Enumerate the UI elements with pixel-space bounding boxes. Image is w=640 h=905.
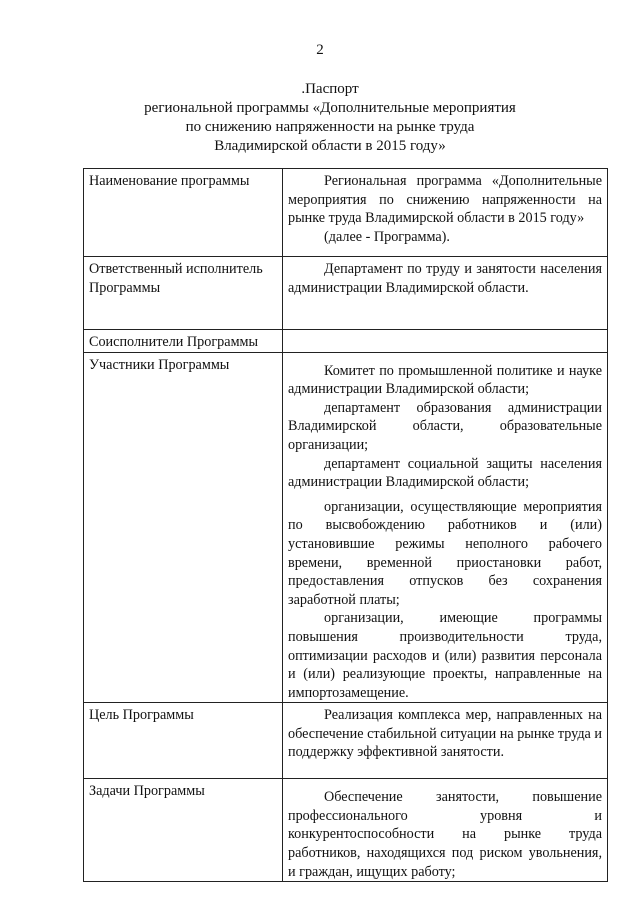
row-value-empty (283, 330, 608, 353)
passport-table (83, 168, 608, 882)
table-row-tasks (84, 779, 608, 882)
title-line-3: по снижению напряженности на рынке труда (185, 119, 475, 135)
document-title (120, 80, 540, 156)
row-value (283, 703, 608, 779)
title-line-2: региональной программы «Дополнительные мероприятия (144, 100, 516, 116)
value-paragraph: Региональная программа «Дополнительные мероприятия по снижению напряженности на рынке труда Владимирской области в 2015 году» (288, 173, 602, 227)
value-paragraph: Департамент по труду и занятости населения администрации Владимирской области. (288, 261, 602, 296)
value-paragraph: Обеспечение занятости, повышение профессионального уровня и конкурентоспособности на рынке труда работников, находящихся под риском увольнения, и граждан, ищущих работу; (288, 789, 602, 880)
value-paragraph: (далее - Программа). (324, 228, 450, 245)
row-label: Задачи Программы (84, 779, 283, 882)
value-paragraph: Реализация комплекса мер, направленных на обеспечение стабильной ситуации на рынке труда и поддержку эффективной занятости. (288, 707, 602, 761)
title-line-4: Владимирской области в 2015 году» (214, 138, 446, 154)
value-paragraph: департамент образования администрации Владимирской области, образовательные организации; (288, 399, 602, 453)
title-line-1: .Паспорт (301, 81, 359, 97)
value-paragraph: организации, имеющие программы повышения производительности труда, оптимизации расходов и (или) развития персонала и (или) реализующие проекты, направленные на импортозамещение. (288, 610, 602, 701)
row-value (283, 169, 608, 257)
row-value (283, 779, 608, 882)
value-paragraph: департамент социальной защиты населения администрации Владимирской области; (288, 455, 602, 491)
value-paragraph: Комитет по промышленной политике и науке администрации Владимирской области; (288, 362, 602, 398)
row-value (283, 257, 608, 330)
table-row-participants (84, 352, 608, 703)
value-paragraph: организации, осуществляющие мероприятия по высвобождению работников и (или) установившие режимы неполного рабочего времени, временной приостановки работ, предоставления отпусков без сохранения заработной платы; (288, 498, 602, 608)
row-label: Участники Программы (84, 352, 283, 703)
row-label: Наименование программы (84, 169, 283, 257)
row-value (283, 352, 608, 703)
table-row-responsible (84, 257, 608, 330)
table-row-name (84, 169, 608, 257)
row-label: Соисполнители Программы (84, 330, 283, 353)
row-label: Цель Программы (84, 703, 283, 779)
page-number: 2 (316, 42, 324, 58)
table-row-coexecutors (84, 330, 608, 353)
row-label: Ответственный исполнитель Программы (84, 257, 283, 330)
table-row-goal (84, 703, 608, 779)
